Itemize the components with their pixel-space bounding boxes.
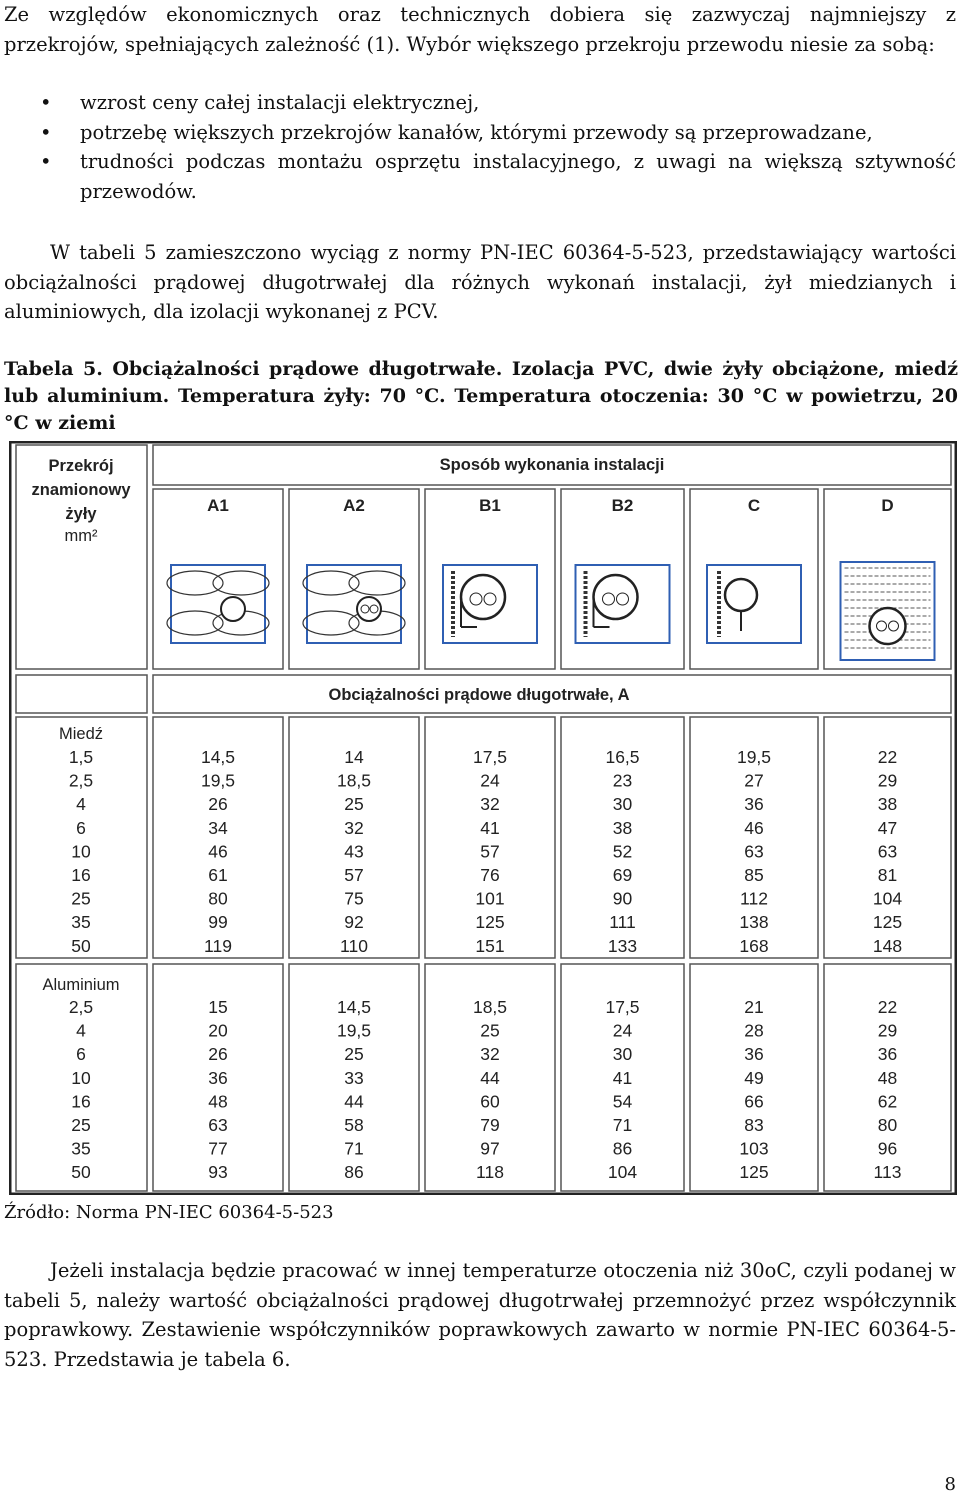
method-label: B2 (611, 496, 634, 515)
table-value: 35 (71, 1138, 91, 1159)
method-label: D (881, 496, 894, 515)
table-value: 6 (76, 1044, 86, 1065)
table-value: 83 (744, 1115, 764, 1135)
table-value: 57 (344, 865, 364, 885)
table-value: 47 (877, 817, 898, 838)
table-value: 61 (208, 865, 228, 885)
table-value: 96 (877, 1138, 898, 1159)
table-value: 63 (877, 841, 898, 862)
table-value: 25 (480, 1020, 500, 1041)
aluminium-label: Aluminium (42, 976, 120, 994)
method-label: A1 (207, 496, 229, 515)
page-number: 8 (944, 1474, 956, 1495)
table-value: 133 (607, 935, 638, 956)
list-item: • trudności podczas montażu osprzętu instalacyjnego, z uwagi na większą sztywność przewodów. (0, 147, 956, 206)
table-value: 26 (208, 794, 228, 815)
table-value: 52 (612, 841, 633, 862)
table-value: 1,5 (68, 747, 94, 767)
table-value: 22 (877, 997, 898, 1017)
bullet-list (0, 88, 956, 206)
table-value: 16 (71, 1091, 91, 1112)
table-value: 20 (208, 1020, 228, 1041)
list-item: • wzrost ceny całej instalacji elektrycznej, (0, 88, 956, 118)
table-value: 79 (480, 1115, 500, 1135)
capacity-title: Obciążalności prądowe długotrwałe, A (328, 686, 630, 704)
table-value: 36 (744, 1044, 764, 1065)
b2-conduit-wall-icon (576, 565, 670, 643)
header-cross-section-label: Przekrój (48, 457, 114, 475)
table-value: 2,5 (68, 997, 94, 1017)
table-value: 80 (877, 1115, 898, 1135)
table-value: 19,5 (736, 747, 772, 767)
table-value: 66 (744, 1091, 764, 1112)
table-value: 28 (744, 1020, 764, 1041)
table-value: 48 (877, 1067, 898, 1088)
b1-conduit-wall-icon (443, 565, 537, 643)
table-value: 10 (71, 841, 91, 862)
table-value: 138 (739, 912, 769, 933)
table-value: 60 (480, 1091, 500, 1112)
cable-circle (221, 597, 245, 621)
table-value: 25 (71, 1115, 91, 1135)
table-value: 25 (344, 1044, 364, 1065)
table-cell (16, 675, 147, 713)
table-value: 57 (480, 841, 500, 862)
table-value: 30 (612, 1044, 633, 1065)
table-value: 119 (204, 935, 232, 956)
table-value: 111 (609, 912, 636, 933)
method-label: B1 (479, 496, 501, 515)
table-value: 18,5 (336, 770, 372, 791)
table-value: 24 (480, 770, 500, 791)
table-value: 41 (612, 1067, 633, 1088)
table-value: 63 (744, 841, 764, 862)
table-value: 49 (744, 1067, 764, 1088)
table-value: 25 (71, 888, 91, 909)
table-value: 29 (877, 770, 898, 791)
table-value: 50 (71, 935, 91, 956)
table-value: 80 (208, 888, 228, 909)
table-value: 46 (744, 817, 764, 838)
table-value: 16,5 (605, 747, 640, 767)
table-value: 33 (344, 1067, 364, 1088)
current-capacity-table (9, 441, 957, 1195)
table-value: 16 (71, 865, 91, 885)
table-value: 6 (76, 817, 86, 838)
table-value: 148 (872, 935, 903, 956)
table-value: 36 (208, 1067, 228, 1088)
table-value: 14,5 (200, 747, 236, 767)
table-value: 34 (208, 817, 228, 838)
table-value: 18,5 (472, 997, 508, 1017)
source-note: Źródło: Norma PN-IEC 60364-5-523 (4, 1202, 334, 1223)
table-value: 2,5 (68, 770, 94, 791)
table-value: 23 (612, 770, 633, 791)
table-value: 15 (208, 997, 228, 1017)
a1-insulated-wall-icon (167, 565, 269, 643)
table-value: 21 (744, 997, 764, 1017)
table-value: 4 (76, 794, 86, 815)
table-value: 25 (344, 794, 364, 815)
table-value: 27 (744, 770, 764, 791)
intro-paragraph: Ze względów ekonomicznych oraz technicznych dobiera się zazwyczaj najmniejszy z przekrojów, spełniających zależność (1). Wybór większego przekroju przewodu niesie za sobą: (4, 3, 956, 56)
table-value: 36 (877, 1044, 898, 1065)
table-value: 46 (208, 841, 228, 862)
header-cross-section-label: znamionowy (31, 481, 131, 499)
table-value: 101 (475, 888, 505, 909)
table-value: 110 (340, 935, 368, 956)
table-value: 90 (612, 888, 633, 909)
table-value: 168 (739, 935, 769, 956)
table-value: 14,5 (336, 997, 372, 1017)
table-value: 32 (344, 817, 364, 838)
d-buried-duct-icon (841, 562, 935, 660)
table-value: 71 (344, 1138, 364, 1159)
table-value: 104 (607, 1162, 638, 1183)
table-intro-paragraph: W tabeli 5 zamieszczono wyciąg z normy PN-IEC 60364-5-523, przedstawiający wartości obciążalności prądowej długotrwałej dla różnych wykonań instalacji, żył miedzianych i aluminiowych, dla izolacji wykonanej z PCV. (4, 241, 956, 323)
table-value: 86 (612, 1138, 633, 1159)
table-value: 71 (612, 1115, 633, 1135)
header-cross-section-label: mm² (64, 527, 98, 545)
table-value: 85 (744, 865, 764, 885)
table-value: 36 (744, 794, 764, 815)
table-value: 50 (71, 1162, 91, 1183)
method-title: Sposób wykonania instalacji (439, 456, 665, 474)
table-value: 29 (877, 1020, 898, 1041)
c-clipped-wall-icon (707, 565, 801, 643)
duct (870, 608, 906, 644)
table-value: 26 (208, 1044, 228, 1065)
table-value: 24 (612, 1020, 633, 1041)
table-value: 43 (344, 841, 364, 862)
table-value: 48 (208, 1091, 228, 1112)
header-cross-section-label: żyły (65, 505, 97, 523)
table-value: 81 (877, 865, 898, 885)
closing-paragraph: Jeżeli instalacja będzie pracować w innej temperaturze otoczenia niż 30oC, czyli podanej w tabeli 5, należy wartość obciążalności prądowej długotrwałej przemnożyć przez współczynnik poprawkowy. Zestawienie współczynników poprawkowych zawarto w normie PN-IEC 60364-5-523. Przedstawia je tabela 6. (4, 1259, 956, 1371)
table-value: 10 (71, 1067, 91, 1088)
table-value: 17,5 (472, 747, 508, 767)
table-value: 38 (612, 817, 633, 838)
table-value: 17,5 (605, 997, 640, 1017)
table-caption: Tabela 5. Obciążalności prądowe długotrwałe. Izolacja PVC, dwie żyły obciążone, miedź lub aluminium. Temperatura żyły: 70 °C. Temperatura otoczenia: 30 °C w powietrzu, 20 °C w ziemi (4, 358, 958, 434)
table-value: 32 (480, 1044, 500, 1065)
table-value: 62 (877, 1091, 898, 1112)
table-value: 63 (208, 1115, 228, 1135)
table-value: 30 (612, 794, 633, 815)
table-value: 76 (480, 865, 500, 885)
table-value: 35 (71, 912, 91, 933)
table-value: 113 (873, 1162, 902, 1183)
table-value: 22 (877, 747, 898, 767)
table-value: 19,5 (200, 770, 236, 791)
table-value: 4 (76, 1020, 86, 1041)
table-value: 38 (877, 794, 898, 815)
table-value: 93 (208, 1162, 228, 1183)
table-value: 44 (344, 1091, 364, 1112)
table-value: 54 (612, 1091, 633, 1112)
table-value: 44 (480, 1067, 500, 1088)
table-value: 151 (475, 935, 505, 956)
table-value: 69 (612, 865, 633, 885)
table-value: 125 (739, 1162, 769, 1183)
method-label: C (747, 496, 761, 515)
table-value: 19,5 (336, 1020, 372, 1041)
table-value: 104 (872, 888, 903, 909)
copper-label: Miedź (58, 725, 104, 743)
table-value: 75 (344, 888, 364, 909)
list-item: • potrzebę większych przekrojów kanałów, którymi przewody są przeprowadzane, (0, 118, 956, 148)
table-value: 41 (480, 817, 500, 838)
table-value: 103 (739, 1138, 769, 1159)
table-value: 92 (344, 912, 364, 933)
table-value: 112 (740, 888, 768, 909)
a2-insulated-wall-icon (303, 565, 405, 643)
table-value: 125 (872, 912, 903, 933)
method-label: A2 (343, 496, 365, 515)
table-value: 77 (208, 1138, 228, 1159)
table-value: 14 (344, 747, 364, 767)
table-value: 58 (344, 1115, 364, 1135)
table-value: 118 (476, 1162, 504, 1183)
table-cell (16, 445, 147, 669)
table-value: 86 (344, 1162, 364, 1183)
table-value: 32 (480, 794, 500, 815)
table-value: 99 (208, 912, 228, 933)
table-value: 97 (480, 1138, 500, 1159)
table-value: 125 (475, 912, 505, 933)
